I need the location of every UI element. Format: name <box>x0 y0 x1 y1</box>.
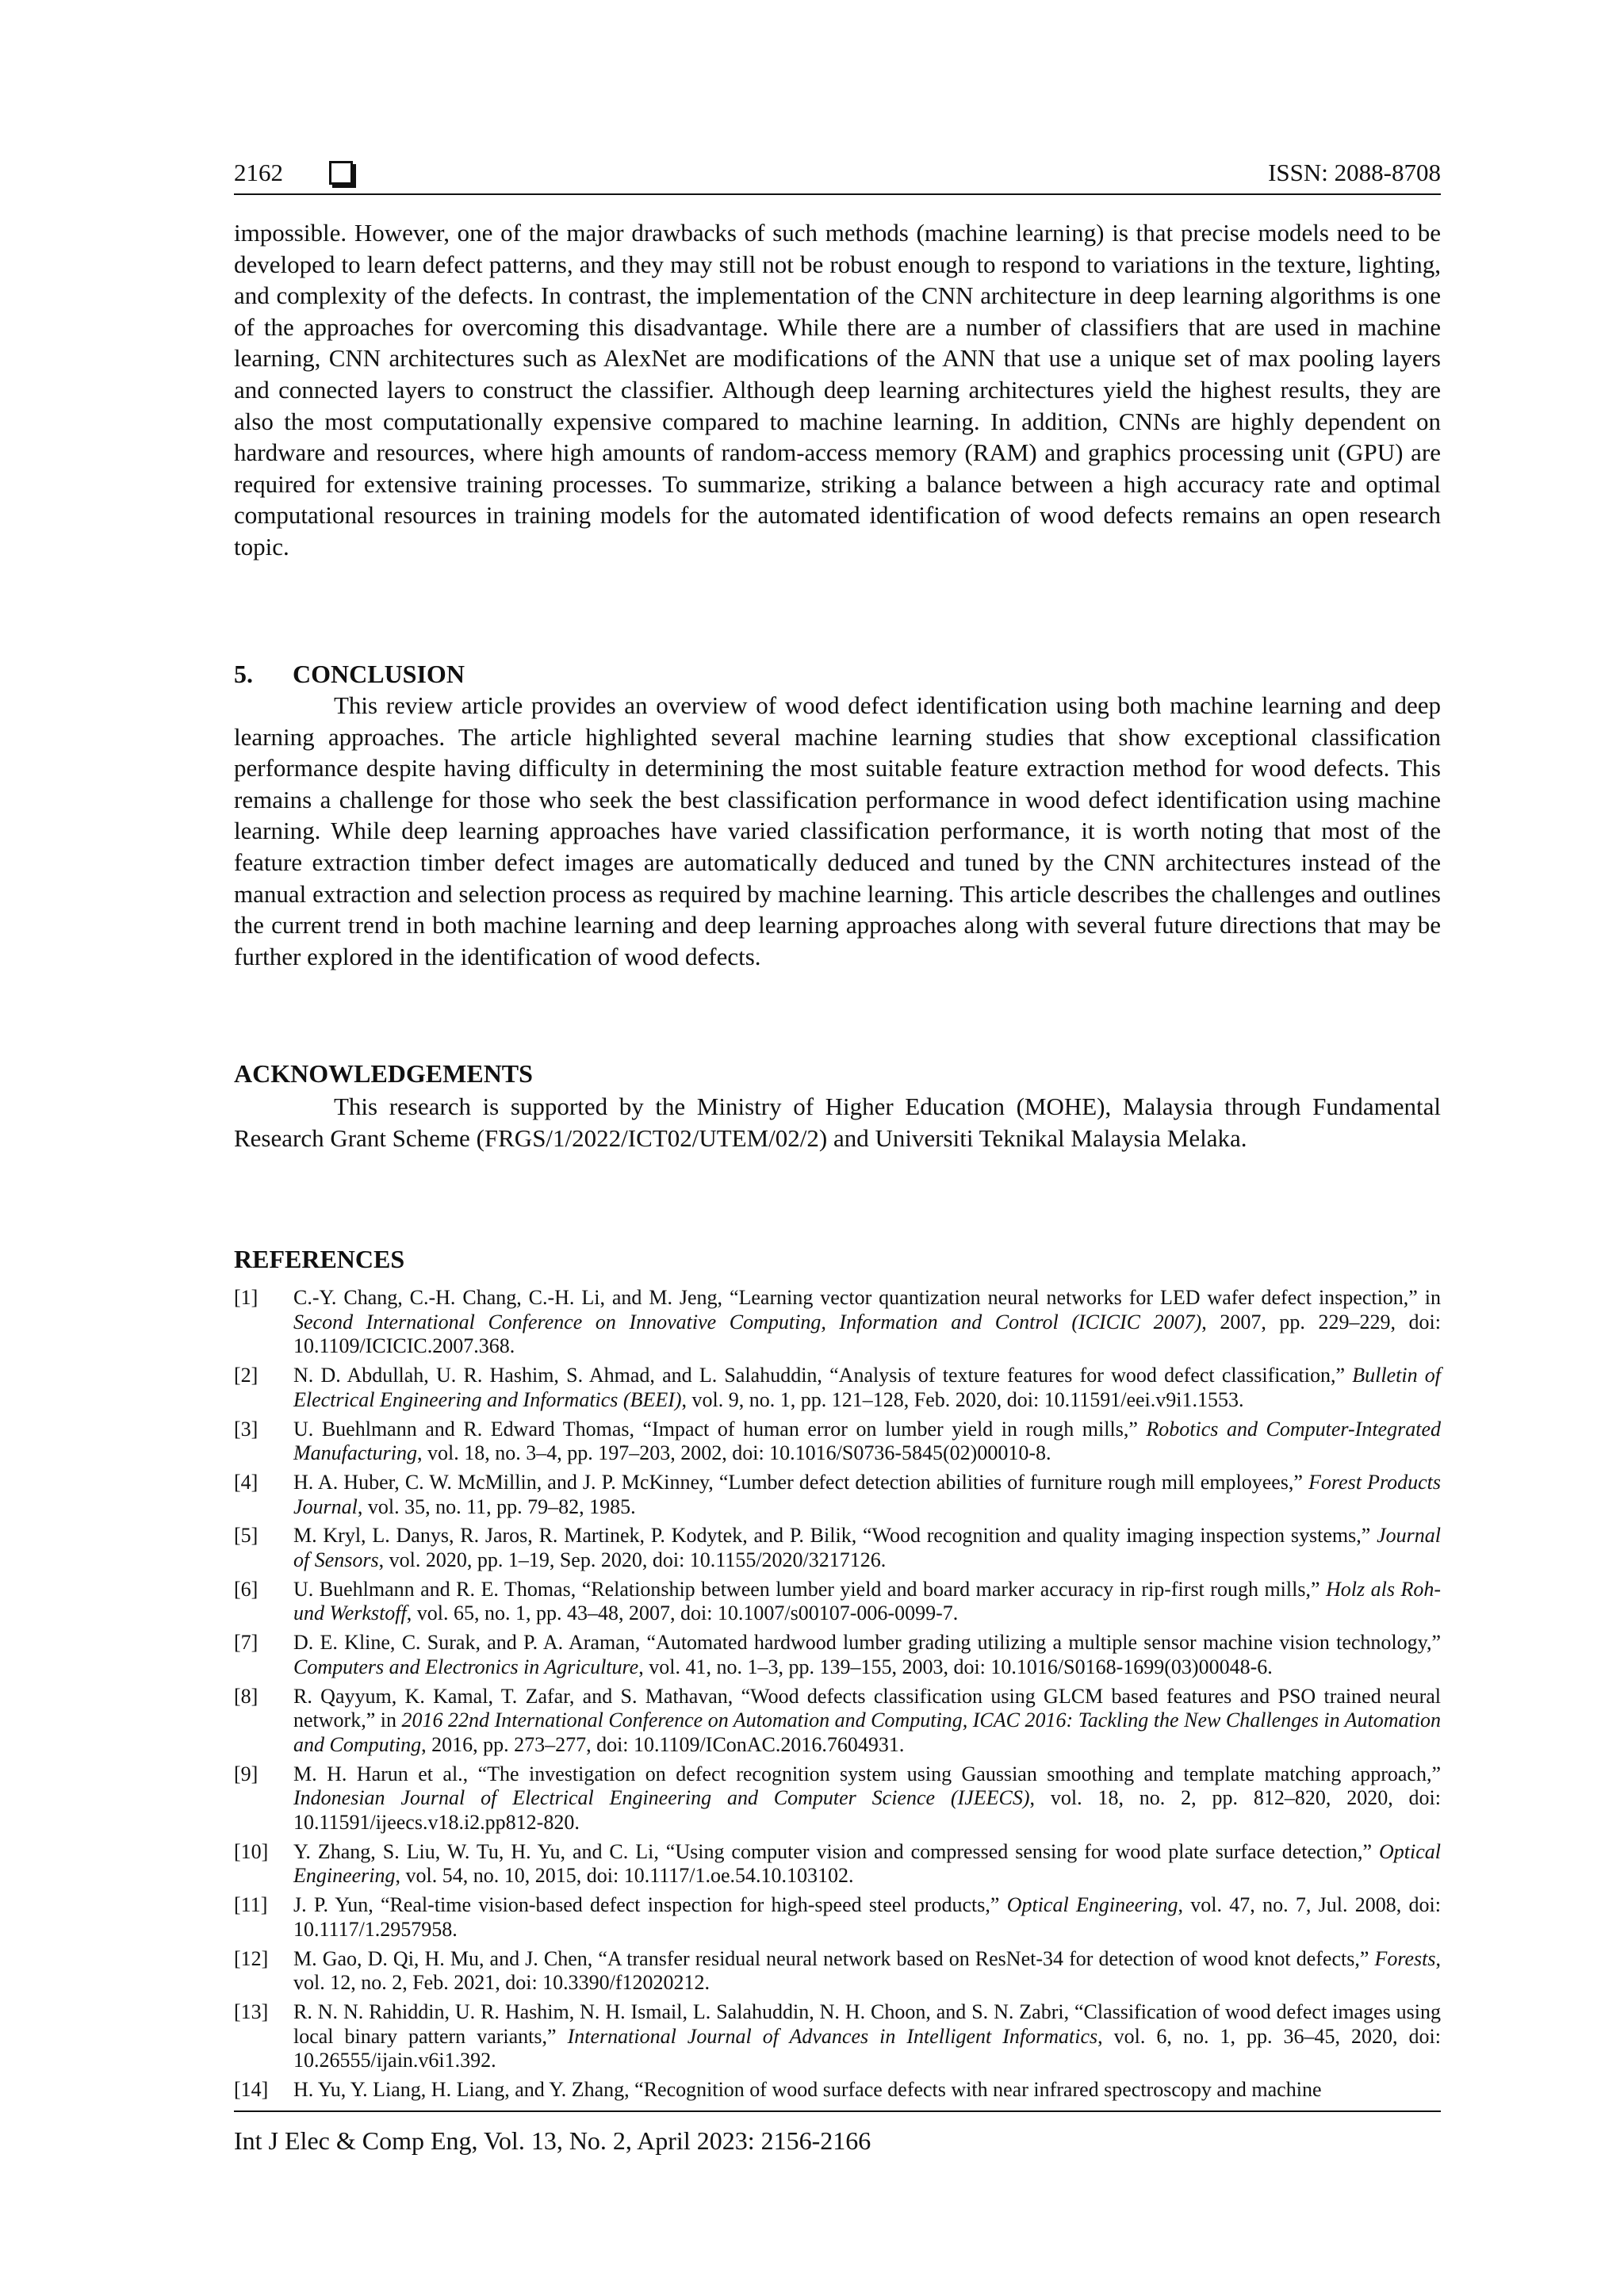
intro-paragraph-text: impossible. However, one of the major drawbacks of such methods (machine learning) is that precise models need to be developed to learn defect patterns, and they may still not be robust enough to respond to variations in the texture, lighting, and complexity of the defects. In contrast, the implementation of the CNN architecture in deep learning algorithms is one of the approaches for overcoming this disadvantage. While there are a number of classifiers that are used in machine learning, CNN architectures such as AlexNet are modifications of the ANN that use a unique set of max pooling layers and connected layers to construct the classifier. Although deep learning architectures yield the highest results, they are also the most computationally expensive compared to machine learning. In addition, CNNs are highly dependent on hardware and resources, where high amounts of random-access memory (RAM) and graphics processing unit (GPU) are required for extensive training processes. To summarize, striking a balance between a high accuracy rate and optimal computational resources in training models for the automated identification of wood defects remains an open research topic. <box>234 219 1441 561</box>
reference-item <box>234 1840 1441 1888</box>
intro-paragraph <box>234 217 1441 563</box>
reference-number: [10] <box>234 1839 269 1863</box>
reference-text: M. Gao, D. Qi, H. Mu, and J. Chen, “A transfer residual neural network based on ResNet-34 for detection of wood knot defects,” <box>293 1946 1375 1970</box>
issn-label: ISSN: 2088-8708 <box>1268 159 1441 186</box>
reference-text: H. Yu, Y. Liang, H. Liang, and Y. Zhang, “Recognition of wood surface defects with near infrared spectroscopy and machine <box>293 2078 1322 2102</box>
reference-details: , vol. 18, no. 2, pp. 812–820, 2020, doi: 10.11591/ijeecs.v18.i2.pp812-820. <box>293 1786 1441 1835</box>
reference-details: , vol. 12, no. 2, Feb. 2021, doi: 10.3390/f12020212. <box>293 1946 1441 1995</box>
reference-item <box>234 2000 1441 2073</box>
reference-venue: Bulletin of Electrical Engineering and Informatics (BEEI) <box>293 1364 1441 1411</box>
acknowledgements-title: ACKNOWLEDGEMENTS <box>234 1059 533 1088</box>
reference-item <box>234 1364 1441 1412</box>
reference-number: [2] <box>234 1364 259 1387</box>
conclusion-text: This review article provides an overview of wood defect identification using both machine learning and deep learning approaches. The article highlighted several machine learning studies that show exceptional classification performance despite having difficulty in determining the most suitable feature extraction method for wood defects. This remains a challenge for those who seek the best classification performance in wood defect identification using machine learning. While deep learning approaches have varied classification performance, it is worth noting that most of the feature extraction timber defect images are automatically deduced and tuned by the CNN architectures instead of the manual extraction and selection process as required by machine learning. This article describes the challenges and outlines the current trend in both machine learning and deep learning approaches along with several future directions that may be further explored in the identification of wood defects. <box>234 691 1441 970</box>
reference-details: , vol. 47, no. 7, Jul. 2008, doi: 10.1117/1.2957958. <box>293 1893 1441 1941</box>
reference-number: [9] <box>234 1762 259 1785</box>
reference-list <box>234 1286 1441 2107</box>
header-rule <box>234 193 1441 195</box>
conclusion-number: 5. <box>234 660 253 688</box>
page-header <box>234 155 1441 190</box>
reference-text: N. D. Abdullah, U. R. Hashim, S. Ahmad, and L. Salahuddin, “Analysis of texture features for wood defect classification,” <box>293 1364 1353 1387</box>
reference-number: [11] <box>234 1893 268 1917</box>
reference-item <box>234 1893 1441 1942</box>
reference-details: , vol. 65, no. 1, pp. 43–48, 2007, doi: 10.1007/s00107-006-0099-7. <box>406 1601 959 1625</box>
reference-venue: Holz als Roh-und Werkstoff <box>293 1577 1441 1625</box>
reference-number: [4] <box>234 1470 259 1494</box>
footer-rule <box>234 2110 1441 2112</box>
reference-text: H. A. Huber, C. W. McMillin, and J. P. McKinney, “Lumber defect detection abilities of furniture rough mill employees,” <box>293 1470 1309 1494</box>
page-number: 2162 <box>234 159 283 186</box>
reference-venue: Forests <box>1374 1946 1436 1970</box>
reference-number: [5] <box>234 1524 259 1548</box>
reference-text: R. N. N. Rahiddin, U. R. Hashim, N. H. Ismail, L. Salahuddin, N. H. Choon, and S. N. Zabri, “Classification of wood defect images using local binary pattern variants,” <box>293 1999 1441 2048</box>
reference-number: [14] <box>234 2078 269 2102</box>
reference-text: R. Qayyum, K. Kamal, T. Zafar, and S. Mathavan, “Wood defects classification using GLCM based features and PSO trained neural network,” in <box>293 1684 1441 1732</box>
reference-item <box>234 1471 1441 1519</box>
reference-number: [6] <box>234 1577 259 1601</box>
page-footer <box>234 2126 871 2156</box>
references-title: REFERENCES <box>234 1245 405 1273</box>
acknowledgements-paragraph <box>234 1091 1441 1154</box>
reference-text: C.-Y. Chang, C.-H. Chang, C.-H. Li, and M. Jeng, “Learning vector quantization neural networks for LED wafer defect inspection,” in <box>293 1286 1441 1309</box>
references-heading <box>234 1245 404 1274</box>
reference-text: J. P. Yun, “Real-time vision-based defect inspection for high-speed steel products,” <box>293 1893 1007 1917</box>
reference-number: [1] <box>234 1286 259 1309</box>
reference-text: M. H. Harun et al., “The investigation on defect recognition system using Gaussian smoothing and template matching approach,” <box>293 1762 1441 1785</box>
reference-details: , vol. 6, no. 1, pp. 36–45, 2020, doi: 10.26555/ijain.v6i1.392. <box>293 2024 1442 2072</box>
reference-venue: Second International Conference on Innovative Computing, Information and Control (ICICIC 2007) <box>293 1310 1202 1334</box>
reference-details: , vol. 18, no. 3–4, pp. 197–203, 2002, doi: 10.1016/S0736-5845(02)00010-8. <box>417 1441 1051 1465</box>
reference-venue: 2016 22nd International Conference on Automation and Computing, ICAC 2016: Tackling the New Challenges in Automation and Computing <box>293 1709 1441 1756</box>
reference-item <box>234 1685 1441 1758</box>
reference-venue: International Journal of Advances in Intelligent Informatics <box>567 2024 1098 2048</box>
reference-venue: Indonesian Journal of Electrical Engineering and Computer Science (IJEECS) <box>293 1786 1030 1810</box>
reference-text: Y. Zhang, S. Liu, W. Tu, H. Yu, and C. Li, “Using computer vision and compressed sensing for wood plate surface detection,” <box>293 1839 1379 1863</box>
reference-details: , 2007, pp. 229–229, doi: 10.1109/ICICIC.2007.368. <box>293 1310 1441 1358</box>
reference-number: [7] <box>234 1631 259 1655</box>
conclusion-heading <box>234 660 465 689</box>
reference-number: [3] <box>234 1417 259 1441</box>
reference-item <box>234 1762 1441 1835</box>
reference-item <box>234 1286 1441 1359</box>
reference-venue: Journal of Sensors <box>293 1524 1441 1572</box>
footer-citation: Int J Elec & Comp Eng, Vol. 13, No. 2, April 2023: 2156-2166 <box>234 2126 871 2155</box>
reference-venue: Forest Products Journal <box>293 1470 1441 1518</box>
reference-text: U. Buehlmann and R. Edward Thomas, “Impact of human error on lumber yield in rough mills,” <box>293 1417 1147 1441</box>
square-bullet-icon <box>329 161 353 185</box>
reference-details: , 2016, pp. 273–277, doi: 10.1109/IConAC.2016.7604931. <box>421 1732 905 1756</box>
reference-details: , vol. 35, no. 11, pp. 79–82, 1985. <box>357 1494 636 1518</box>
acknowledgements-heading <box>234 1059 533 1089</box>
reference-venue: Optical Engineering <box>1006 1893 1178 1917</box>
conclusion-title: CONCLUSION <box>293 660 465 688</box>
reference-details: , vol. 41, no. 1–3, pp. 139–155, 2003, doi: 10.1016/S0168-1699(03)00048-6. <box>638 1655 1273 1678</box>
reference-number: [8] <box>234 1684 259 1708</box>
reference-item <box>234 1418 1441 1466</box>
reference-text: M. Kryl, L. Danys, R. Jaros, R. Martinek, P. Kodytek, and P. Bilik, “Wood recognition and quality imaging inspection systems,” <box>293 1524 1377 1548</box>
reference-venue: Robotics and Computer-Integrated Manufacturing <box>293 1417 1441 1465</box>
reference-item <box>234 2078 1441 2103</box>
reference-details: , vol. 9, no. 1, pp. 121–128, Feb. 2020, doi: 10.11591/eei.v9i1.1553. <box>681 1387 1244 1411</box>
reference-text: D. E. Kline, C. Surak, and P. A. Araman, “Automated hardwood lumber grading utilizing a multiple sensor machine vision technology,” <box>293 1631 1441 1655</box>
conclusion-paragraph <box>234 690 1441 972</box>
acknowledgements-text: This research is supported by the Ministry of Higher Education (MOHE), Malaysia through Fundamental Research Grant Scheme (FRGS/1/2022/ICT02/UTEM/02/2) and Universiti Teknikal Malaysia Melaka. <box>234 1093 1441 1152</box>
reference-venue: Optical Engineering <box>293 1839 1441 1888</box>
reference-details: , vol. 2020, pp. 1–19, Sep. 2020, doi: 10.1155/2020/3217126. <box>378 1548 887 1572</box>
reference-text: U. Buehlmann and R. E. Thomas, “Relationship between lumber yield and board marker accuracy in rip-first rough mills,” <box>293 1577 1326 1601</box>
reference-item <box>234 1631 1441 1679</box>
reference-number: [12] <box>234 1946 269 1970</box>
reference-venue: Computers and Electronics in Agriculture <box>293 1655 639 1678</box>
reference-item <box>234 1947 1441 1996</box>
reference-item <box>234 1578 1441 1626</box>
reference-item <box>234 1524 1441 1572</box>
reference-number: [13] <box>234 1999 269 2023</box>
reference-details: , vol. 54, no. 10, 2015, doi: 10.1117/1.oe.54.10.103102. <box>395 1864 854 1888</box>
